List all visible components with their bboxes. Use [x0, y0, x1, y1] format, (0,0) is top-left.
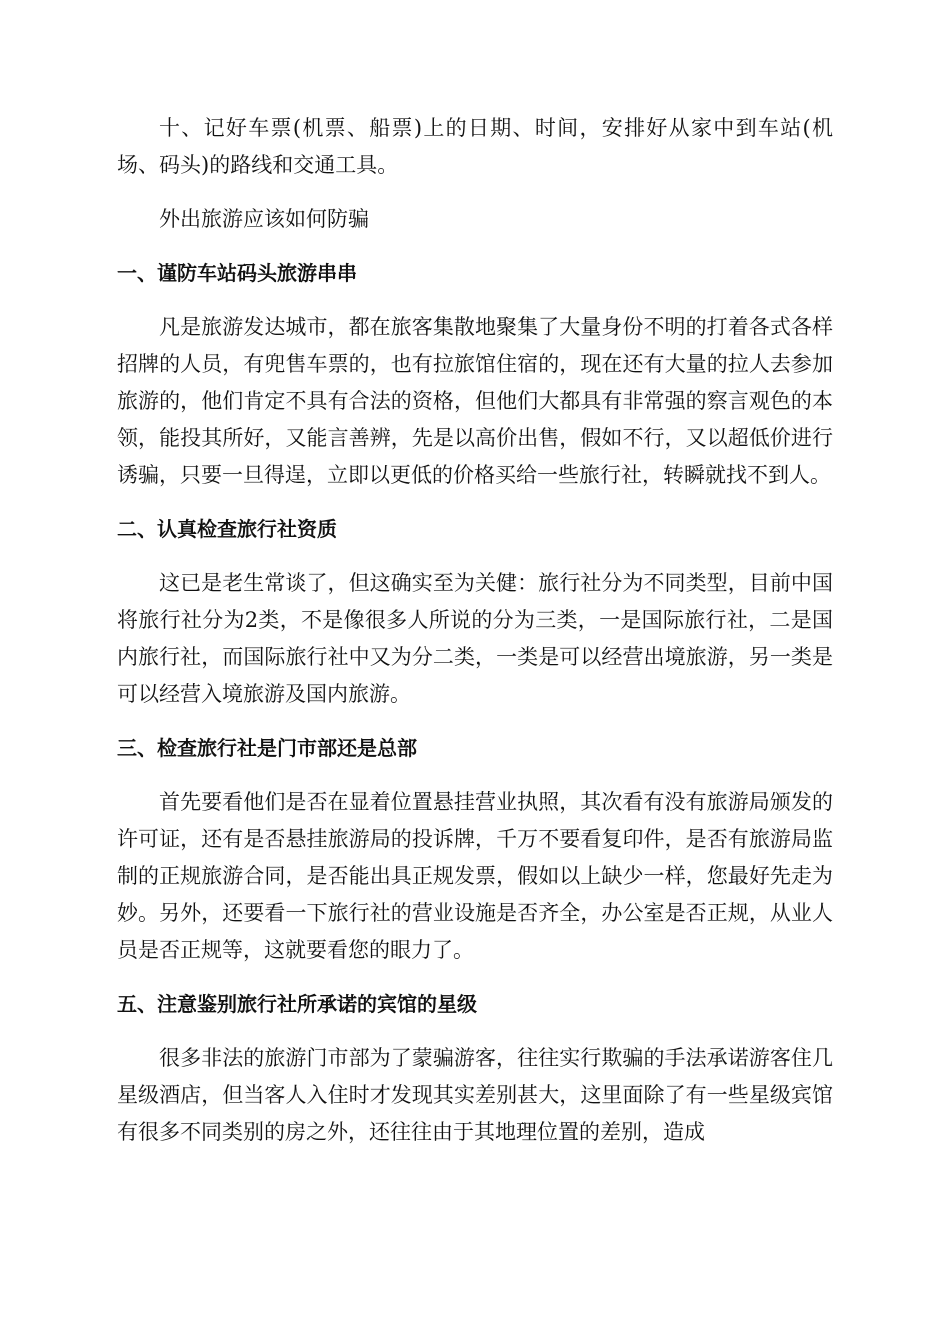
paragraph-subtitle: 外出旅游应该如何防骗: [159, 207, 369, 231]
section-heading-5: 五、注意鉴别旅行社所承诺的宾馆的星级: [117, 992, 477, 1016]
paragraph-item-ten: 十、记好车票(机票、船票)上的日期、时间，安排好从家中到车站(机场、码头)的路线和交通工具。: [117, 116, 833, 177]
section-heading-2: 二、认真检查旅行社资质: [117, 517, 337, 541]
section-heading-3: 三、检查旅行社是门市部还是总部: [117, 736, 417, 760]
section-body-2: 这已是老生常谈了，但这确实至为关健：旅行社分为不同类型，目前中国将旅行社分为2类，不是像很多人所说的分为三类，一是国际旅行社，二是国内旅行社，而国际旅行社中又为分二类，一类是可以经营出境旅游，另一类是可以经营入境旅游及国内旅游。: [117, 571, 833, 706]
section-body-1: 凡是旅游发达城市，都在旅客集散地聚集了大量身份不明的打着各式各样招牌的人员，有兜售车票的，也有拉旅馆住宿的，现在还有大量的拉人去参加旅游的，他们肯定不具有合法的资格，但他们大都具有非常强的察言观色的本领，能投其所好，又能言善辨，先是以高价出售，假如不行，又以超低价进行诱骗，只要一旦得逞，立即以更低的价格买给一些旅行社，转瞬就找不到人。: [117, 315, 833, 487]
section-body-5: 很多非法的旅游门市部为了蒙骗游客，往往实行欺骗的手法承诺游客住几星级酒店，但当客人入住时才发现其实差别甚大，这里面除了有一些星级宾馆有很多不同类别的房之外，还往往由于其地理位置的差别，造成: [117, 1046, 833, 1144]
document-page: [117, 110, 833, 1151]
section-body-3: 首先要看他们是否在显着位置悬挂营业执照，其次看有没有旅游局颁发的许可证，还有是否悬挂旅游局的投诉牌，千万不要看复印件，是否有旅游局监制的正规旅游合同，是否能出具正规发票，假如以上缺少一样，您最好先走为妙。另外，还要看一下旅行社的营业设施是否齐全，办公室是否正规，从业人员是否正规等，这就要看您的眼力了。: [117, 790, 833, 962]
section-heading-1: 一、谨防车站码头旅游串串: [117, 261, 357, 285]
